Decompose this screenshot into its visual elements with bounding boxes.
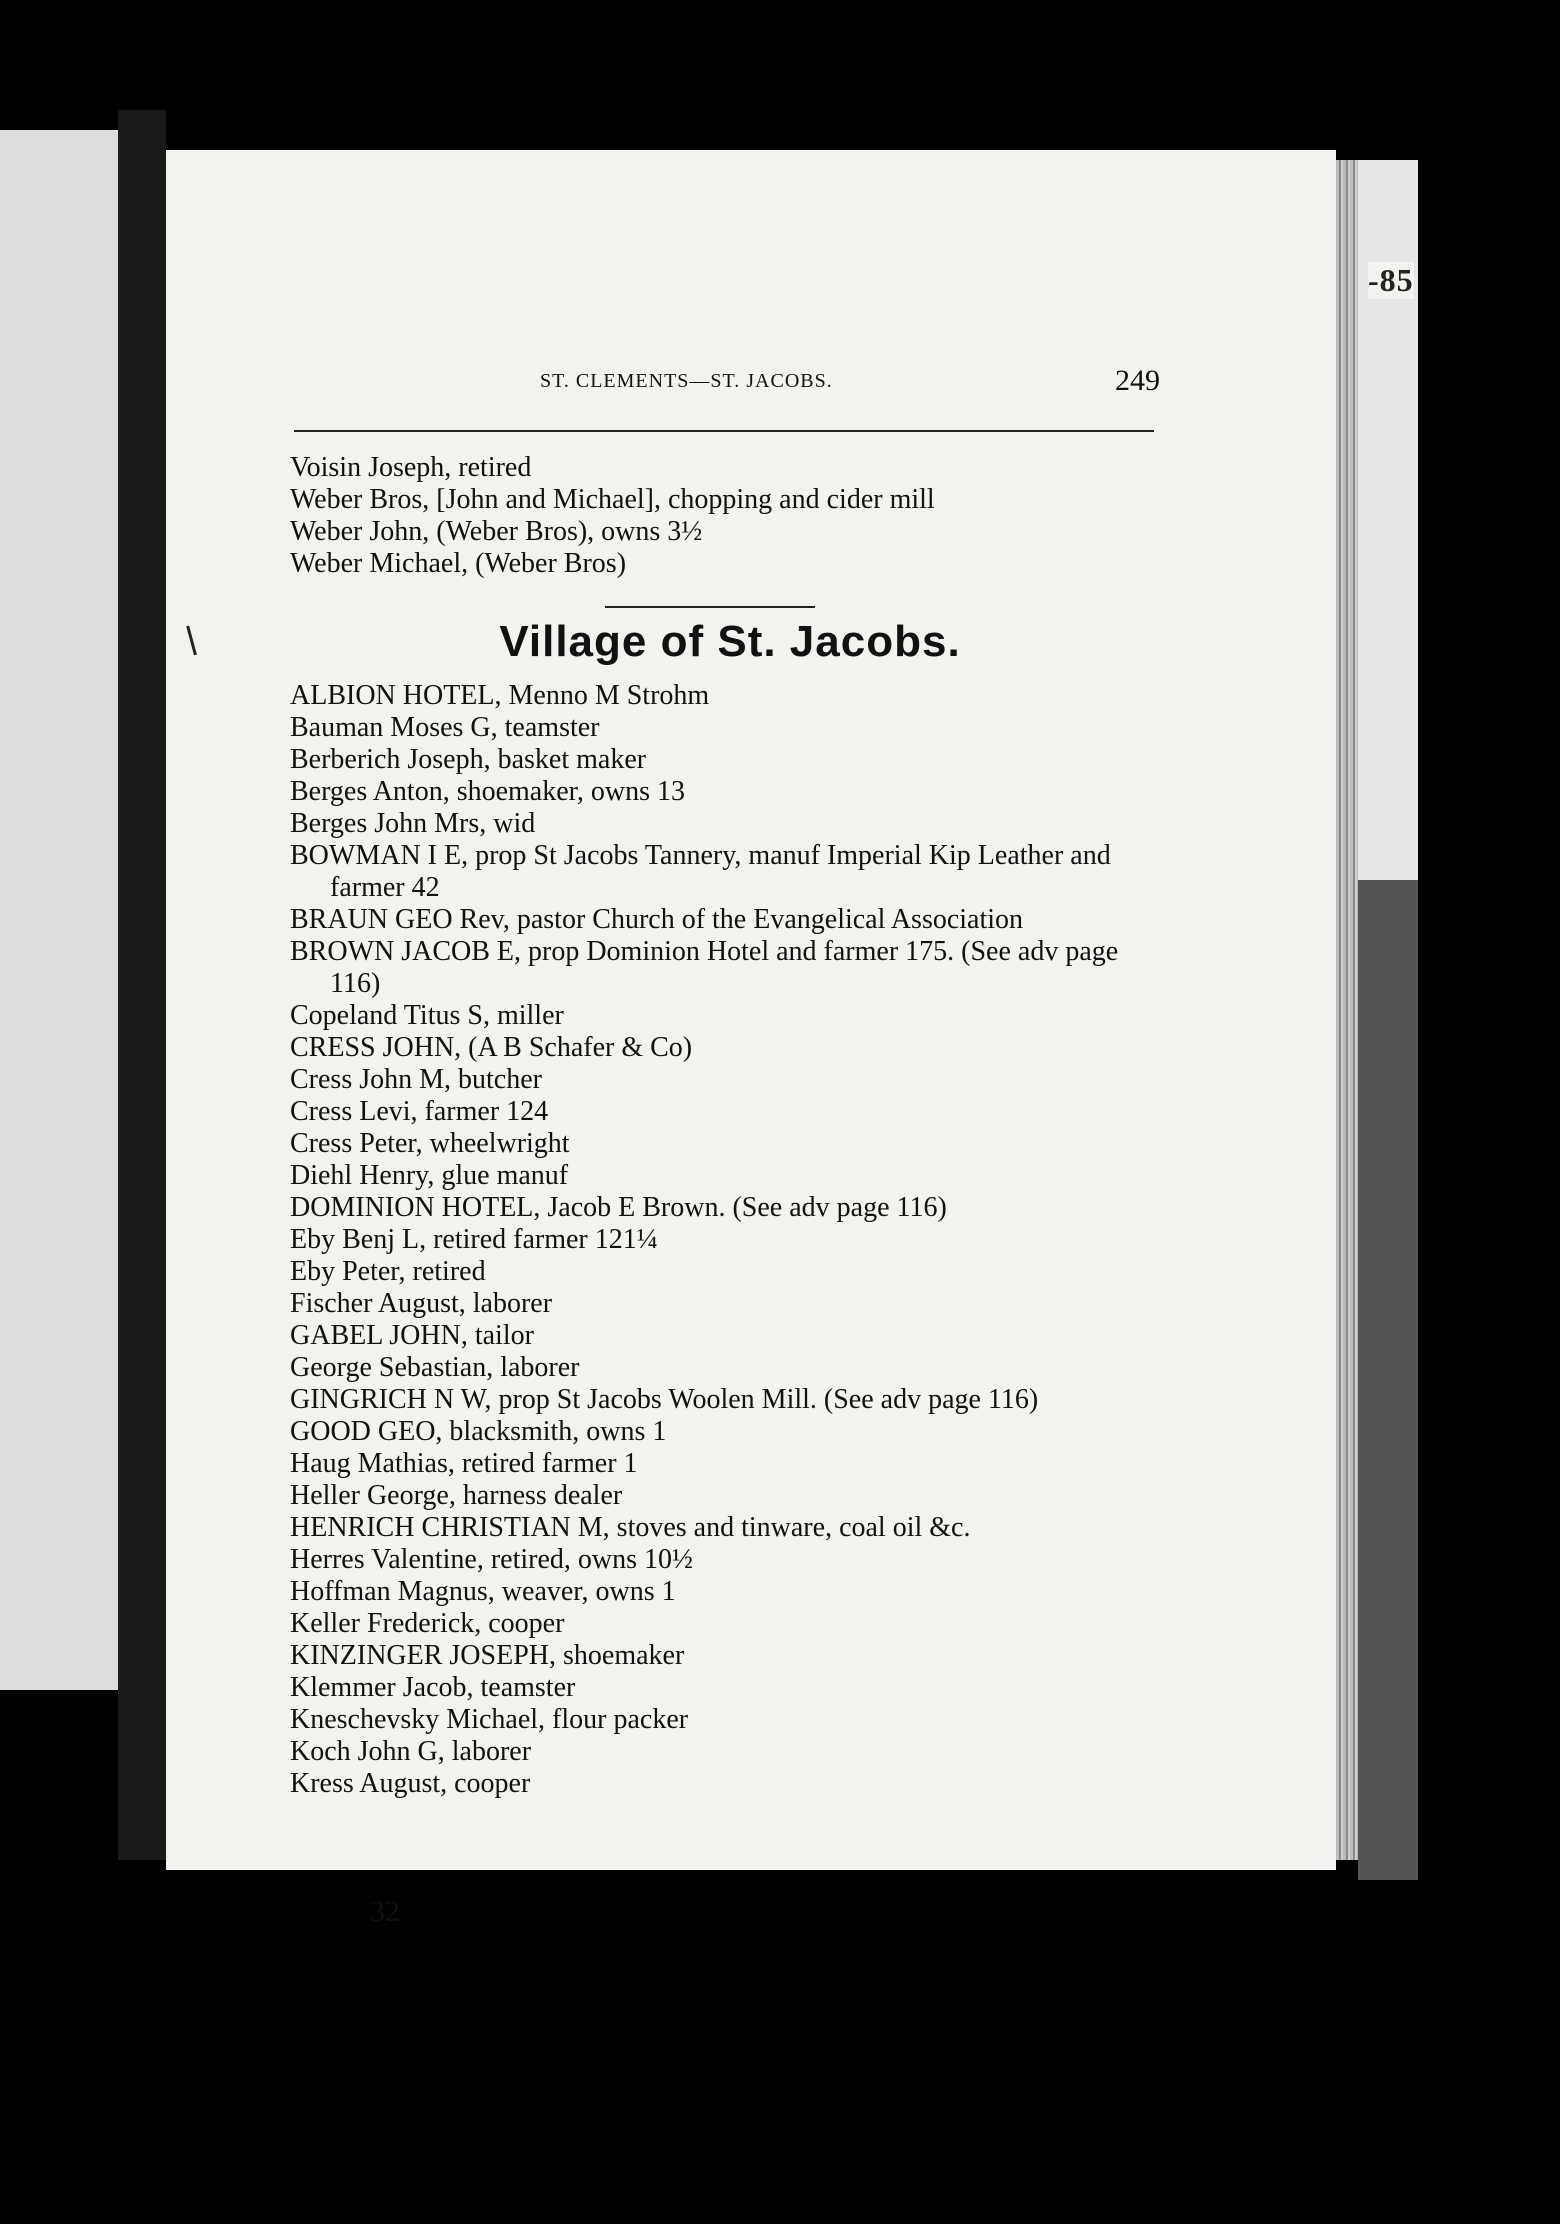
directory-entry: KINZINGER JOSEPH, shoemaker	[290, 1640, 685, 1671]
directory-entry: Voisin Joseph, retired	[290, 452, 532, 483]
directory-entry: GOOD GEO, blacksmith, owns 1	[290, 1416, 667, 1447]
directory-entry: Eby Benj L, retired farmer 121¼	[290, 1224, 658, 1255]
directory-entry: Cress Levi, farmer 124	[290, 1096, 549, 1127]
directory-entry: Eby Peter, retired	[290, 1256, 486, 1287]
directory-entry: GINGRICH N W, prop St Jacobs Woolen Mill. (See adv page 116)	[290, 1384, 1039, 1415]
directory-entry: Klemmer Jacob, teamster	[290, 1672, 576, 1703]
directory-entry: Berges Anton, shoemaker, owns 13	[290, 776, 685, 807]
directory-entry: Hoffman Magnus, weaver, owns 1	[290, 1576, 676, 1607]
directory-entry: Weber Bros, [John and Michael], chopping and cider mill	[290, 484, 935, 515]
sheet-number: 32	[370, 1895, 400, 1928]
directory-entry: Keller Frederick, cooper	[290, 1608, 565, 1639]
directory-entry: Diehl Henry, glue manuf	[290, 1160, 569, 1191]
page-stack-edge	[1336, 160, 1358, 1860]
directory-entry: Bauman Moses G, teamster	[290, 712, 600, 743]
directory-entry: Weber John, (Weber Bros), owns 3½	[290, 516, 703, 547]
section-title: Village of St. Jacobs.	[499, 617, 961, 666]
directory-listing	[290, 452, 1170, 1800]
directory-entry: BOWMAN I E, prop St Jacobs Tannery, manuf Imperial Kip Leather and farmer 42	[290, 840, 1111, 903]
directory-entry: Kress August, cooper	[290, 1768, 531, 1799]
directory-entry: Weber Michael, (Weber Bros)	[290, 548, 627, 579]
directory-entry: HENRICH CHRISTIAN M, stoves and tinware, coal oil &c.	[290, 1512, 971, 1543]
running-head	[290, 364, 1160, 406]
directory-entry: DOMINION HOTEL, Jacob E Brown. (See adv page 116)	[290, 1192, 947, 1223]
page-number: 249	[1115, 364, 1160, 397]
directory-entry: George Sebastian, laborer	[290, 1352, 580, 1383]
directory-entry: Berberich Joseph, basket maker	[290, 744, 647, 775]
running-title: ST. CLEMENTS—ST. JACOBS.	[540, 370, 833, 392]
directory-entry: GABEL JOHN, tailor	[290, 1320, 534, 1351]
header-rule	[294, 430, 1154, 432]
directory-entry: Fischer August, laborer	[290, 1288, 553, 1319]
directory-entry: Cress John M, butcher	[290, 1064, 542, 1095]
section-divider	[605, 606, 815, 608]
directory-entry: Berges John Mrs, wid	[290, 808, 536, 839]
left-page-edge	[0, 130, 118, 1690]
directory-entry: BRAUN GEO Rev, pastor Church of the Evangelical Association	[290, 904, 1024, 935]
margin-mark: -85	[1368, 262, 1414, 298]
directory-entry: Herres Valentine, retired, owns 10½	[290, 1544, 694, 1575]
right-margin-dark	[1358, 880, 1418, 1880]
book-gutter	[118, 110, 166, 1860]
directory-entry: Koch John G, laborer	[290, 1736, 532, 1767]
directory-entry: Cress Peter, wheelwright	[290, 1128, 570, 1159]
directory-entry: Copeland Titus S, miller	[290, 1000, 564, 1031]
directory-entry: Haug Mathias, retired farmer 1	[290, 1448, 638, 1479]
directory-entry: ALBION HOTEL, Menno M Strohm	[290, 680, 710, 711]
directory-entry: Kneschevsky Michael, flour packer	[290, 1704, 689, 1735]
directory-entry: BROWN JACOB E, prop Dominion Hotel and farmer 175. (See adv page 116)	[290, 936, 1119, 999]
directory-entry: CRESS JOHN, (A B Schafer & Co)	[290, 1032, 693, 1063]
directory-entry: Heller George, harness dealer	[290, 1480, 623, 1511]
